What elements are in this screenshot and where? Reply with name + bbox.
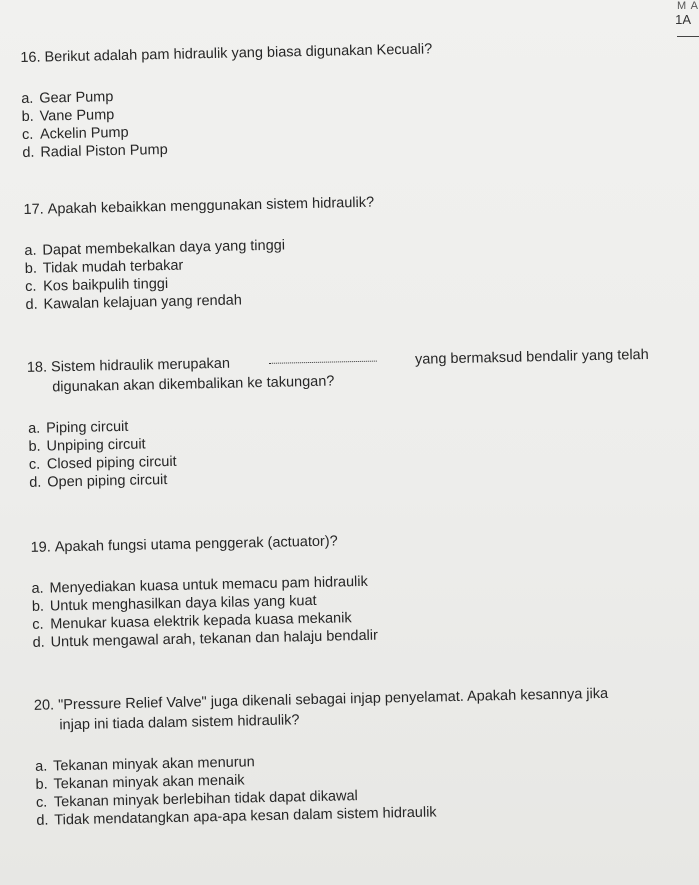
option-a[interactable]: a. Tekanan minyak akan menurun: [35, 754, 255, 775]
question-20: [34, 682, 677, 829]
option-a[interactable]: a. Menyediakan kuasa untuk memacu pam hidraulik: [31, 573, 368, 597]
corner-divider: [677, 36, 699, 37]
question-16: [20, 35, 662, 162]
question-number: 17.: [23, 201, 44, 218]
option-d[interactable]: d. Radial Piston Pump: [22, 141, 168, 161]
option-a[interactable]: a. Gear Pump: [21, 89, 114, 107]
option-b[interactable]: b. Tekanan minyak akan menaik: [35, 772, 245, 793]
option-c[interactable]: c. Kos baikpulih tinggi: [25, 275, 169, 295]
option-c[interactable]: c. Ackelin Pump: [21, 124, 129, 143]
question-number: 18.: [26, 359, 48, 376]
option-d[interactable]: d. Kawalan kelajuan yang rendah: [25, 292, 242, 313]
question-17: [23, 187, 665, 314]
answer-blank[interactable]: [268, 351, 376, 364]
option-d[interactable]: d. Untuk mengawal arah, tekanan dan halaju bendalir: [32, 627, 379, 651]
question-list: [20, 27, 660, 829]
question-text-line2: injap ini tiada dalam sistem hidraulik?: [59, 712, 300, 734]
question-text: Apakah kebaikkan menggunakan sistem hidraulik?: [47, 194, 375, 218]
option-b[interactable]: b. Vane Pump: [21, 107, 115, 125]
option-c[interactable]: c. Menukar kuasa elektrik kepada kuasa mekanik: [32, 610, 352, 633]
question-number: 16.: [20, 49, 41, 66]
option-c[interactable]: c. Closed piping circuit: [28, 453, 177, 473]
question-text-line2: digunakan akan dikembalikan ke takungan?: [52, 373, 335, 396]
option-list: [35, 744, 676, 829]
option-list: [28, 407, 669, 492]
option-b[interactable]: b. Untuk menghasilkan daya kilas yang kuat: [31, 592, 317, 615]
option-a[interactable]: a. Dapat membekalkan daya yang tinggi: [24, 237, 286, 259]
question-text: Berikut adalah pam hidraulik yang biasa digunakan Kecuali?: [44, 41, 433, 66]
page-code: 1A: [675, 12, 691, 27]
question-number: 20.: [33, 697, 55, 714]
corner-mark: M A: [677, 0, 699, 12]
option-d[interactable]: d. Open piping circuit: [29, 472, 168, 491]
question-text: Apakah fungsi utama penggerak (actuator)?: [54, 533, 338, 556]
question-text: Sistem hidraulik merupakan: [50, 355, 231, 376]
question-text-continued: yang bermaksud bendalir yang telah: [414, 346, 649, 368]
option-b[interactable]: b. Tidak mudah terbakar: [24, 257, 184, 277]
option-b[interactable]: b. Unpiping circuit: [28, 436, 146, 455]
option-c[interactable]: c. Tekanan minyak berlebihan tidak dapat dikawal: [35, 788, 358, 811]
question-text: "Pressure Relief Valve" juga dikenali sebagai injap penyelamat. Apakah kesannya jika: [57, 685, 609, 714]
option-d[interactable]: d. Tidak mendatangkan apa-apa kesan dalam sistem hidraulik: [36, 804, 437, 829]
option-a[interactable]: a. Piping circuit: [27, 418, 129, 437]
question-number: 19.: [30, 539, 51, 556]
question-18: [27, 345, 670, 492]
option-list: [31, 566, 672, 651]
option-list: [24, 229, 665, 314]
question-19: [30, 524, 672, 651]
option-list: [21, 77, 662, 162]
